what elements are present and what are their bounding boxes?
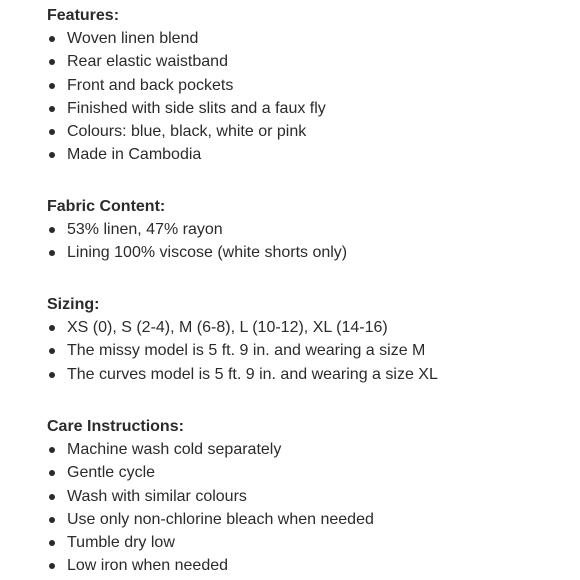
list-item-text: Wash with similar colours (67, 487, 247, 505)
bullet-icon (49, 325, 55, 331)
bullet-icon (49, 106, 55, 112)
bullet-icon (49, 250, 55, 256)
list-item (47, 120, 567, 143)
list-item (47, 363, 567, 386)
list-item (47, 438, 567, 461)
list-item-text: Machine wash cold separately (67, 441, 282, 458)
list-item (47, 27, 567, 50)
list-item-text: Low iron when needed (67, 557, 229, 575)
bullet-icon (49, 59, 55, 65)
bullet-icon (49, 227, 55, 233)
bullet-icon (49, 540, 55, 546)
list-item (47, 339, 567, 362)
list-item-text: Gentle cycle (67, 464, 156, 482)
list-item-text: Finished with side slits and a faux fly (67, 99, 326, 117)
list-item (47, 50, 567, 73)
list-item-text: Woven linen blend (67, 30, 199, 47)
bullet-icon (49, 470, 55, 476)
list-item-text: Colours: blue, black, white or pink (67, 123, 307, 141)
bullet-icon (49, 494, 55, 500)
list-item (47, 508, 567, 531)
list-item-text: Made in Cambodia (67, 146, 202, 164)
bullet-icon (49, 36, 55, 42)
bullet-icon (49, 447, 55, 453)
list-item (47, 485, 567, 508)
features-list (47, 27, 567, 167)
fabric-content-list (47, 218, 567, 265)
list-item-text: 53% linen, 47% rayon (67, 221, 223, 238)
list-item (47, 218, 567, 241)
list-item (47, 316, 567, 339)
bullet-icon (49, 563, 55, 569)
list-item-text: Lining 100% viscose (white shorts only) (67, 244, 348, 262)
fabric-content-section (47, 195, 567, 265)
list-item-text: Tumble dry low (67, 534, 175, 552)
list-item (47, 554, 567, 577)
list-item (47, 143, 567, 166)
sizing-heading: Sizing: (47, 296, 100, 313)
list-item-text: Front and back pockets (67, 76, 234, 94)
care-instructions-list (47, 438, 567, 578)
list-item-text: Rear elastic waistband (67, 53, 228, 71)
features-heading: Features: (47, 7, 120, 24)
list-item-text: The curves model is 5 ft. 9 in. and wearing a size XL (67, 365, 438, 383)
bullet-icon (49, 517, 55, 523)
list-item (47, 74, 567, 97)
bullet-icon (49, 348, 55, 354)
fabric-content-heading: Fabric Content: (47, 198, 166, 215)
bullet-icon (49, 372, 55, 378)
list-item (47, 461, 567, 484)
care-instructions-section (47, 415, 567, 578)
list-item-text: XS (0), S (2-4), M (6-8), L (10-12), XL (14-16) (67, 319, 388, 336)
care-instructions-heading: Care Instructions: (47, 418, 184, 435)
bullet-icon (49, 129, 55, 135)
list-item-text: The missy model is 5 ft. 9 in. and wearing a size M (67, 342, 426, 360)
features-section (47, 4, 567, 167)
sizing-section (47, 293, 567, 386)
bullet-icon (49, 83, 55, 89)
sizing-list (47, 316, 567, 386)
bullet-icon (49, 152, 55, 158)
list-item-text: Use only non-chlorine bleach when needed (67, 510, 374, 528)
list-item (47, 241, 567, 264)
list-item (47, 531, 567, 554)
list-item (47, 97, 567, 120)
